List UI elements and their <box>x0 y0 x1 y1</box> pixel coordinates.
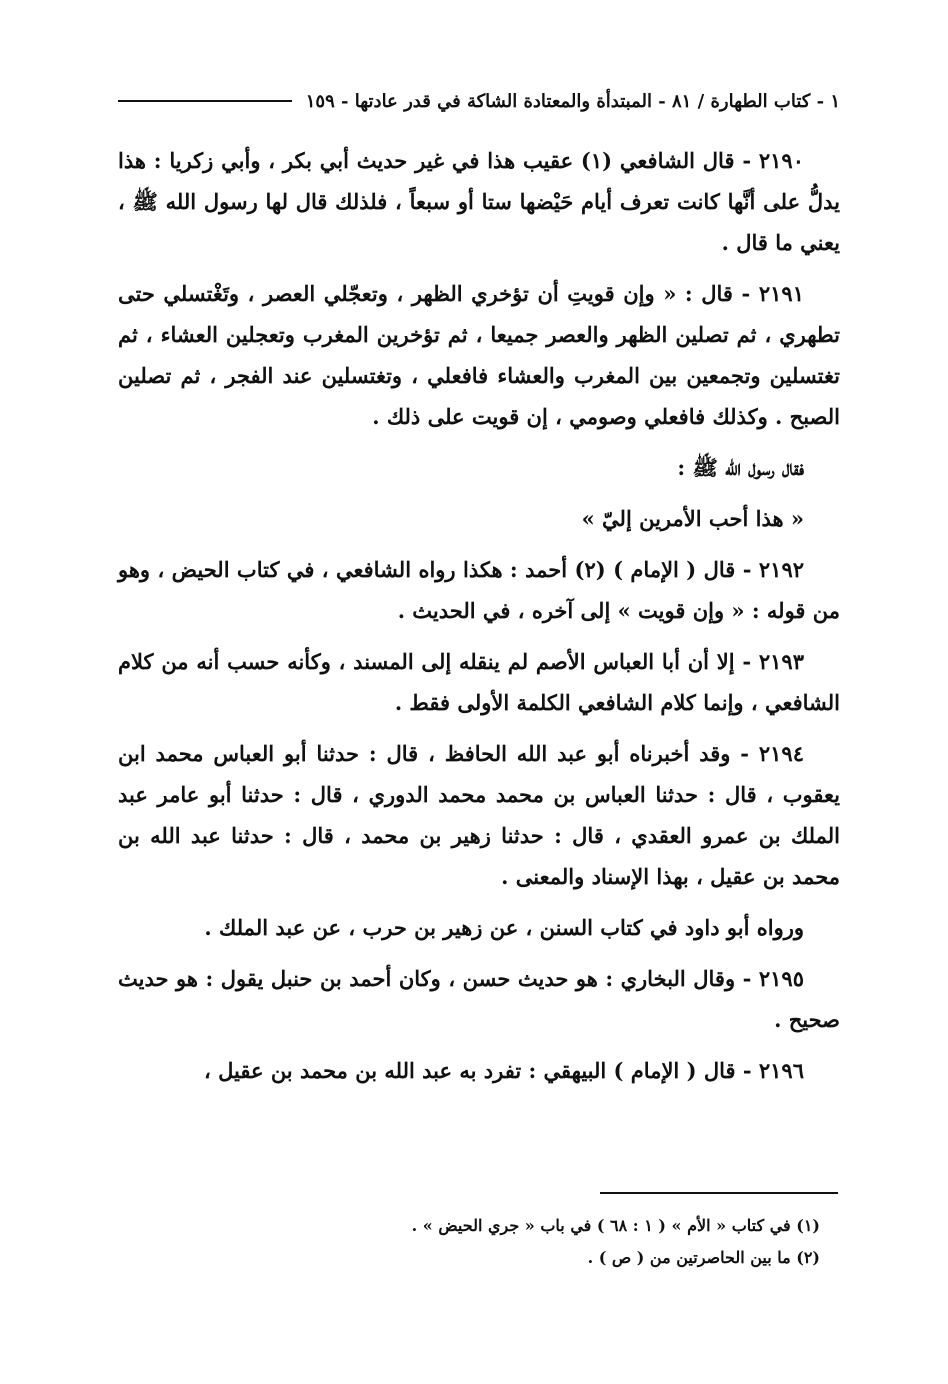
paragraph-2191 <box>118 273 840 437</box>
running-header <box>118 86 840 116</box>
header-title: ١ - كتاب الطهارة / ٨١ - المبتدأة والمعتادة الشاكة في قدر عادتها - ١٥٩ <box>305 90 840 112</box>
paragraph-number: ٢١٩٢ <box>758 557 805 582</box>
footnotes <box>200 1210 820 1274</box>
paragraph-number: ٢١٩٦ <box>758 1058 804 1083</box>
paragraph-text: - قال الشافعي (١) عقيب هذا في غير حديث أبي بكر ، وأبي زكريا : هذا يدلُّ على أنَّها كانت تعرف أيام حَيْضها ستا أو سبعاً ، فلذلك قال لها رسول الله ﷺ ، يعني ما قال . <box>118 148 840 255</box>
paragraph-number: ٢١٩٥ <box>758 966 804 991</box>
paragraph-text: فقال رسول الله ﷺ : <box>677 455 804 480</box>
paragraph-text: - قال ( الإمام ) (٢) أحمد : هكذا رواه الشافعي ، في كتاب الحيض ، وهو من قوله : « وإن قويت » إلى آخره ، في الحديث . <box>118 557 840 623</box>
paragraph-2192 <box>118 549 840 631</box>
footnote-divider <box>600 1192 838 1194</box>
paragraph-text: ورواه أبو داود في كتاب السنن ، عن زهير بن حرب ، عن عبد الملك . <box>204 915 804 940</box>
paragraph-text: - إلا أن أبا العباس الأصم لم ينقله إلى المسند ، وكأنه حسب أنه من كلام الشافعي ، وإنما كلام الشافعي الكلمة الأولى فقط . <box>118 649 840 715</box>
paragraph-text: - وقال البخاري : هو حديث حسن ، وكان أحمد بن حنبل يقول : هو حديث صحيح . <box>118 966 840 1032</box>
paragraph-text: - قال ( الإمام ) البيهقي : تفرد به عبد الله بن محمد بن عقيل ، <box>204 1058 759 1083</box>
paragraph-quote <box>118 498 840 539</box>
paragraph-2190 <box>118 140 840 263</box>
header-rule <box>118 100 292 102</box>
paragraph-number: ٢١٩١ <box>758 281 804 306</box>
paragraph-number: ٢١٩٠ <box>758 148 804 173</box>
paragraph-text: - وقد أخبرناه أبو عبد الله الحافظ ، قال : حدثنا أبو العباس محمد ابن يعقوب ، قال : حدثنا العباس بن محمد محمد الدوري ، قال : حدثنا أبو عامر عبد الملك بن عمرو العقدي ، قال : حدثنا زهير بن محمد ، قال : حدثنا عبد الله بن محمد بن عقيل ، بهذا الإسناد والمعنى . <box>118 741 840 889</box>
footnote-2: (٢) ما بين الحاصرتين من ( ص ) . <box>587 1248 820 1267</box>
paragraph-text: - قال : « وإن قويتِ أن تؤخري الظهر ، وتعجّلي العصر ، وتَغْتسلي حتى تطهري ، ثم تصلين الظهر والعصر جميعا ، ثم تؤخرين المغرب وتعجلين العشاء ، ثم تغتسلين وتجمعين بين المغرب والعشاء فافعلي ، وتغتسلين عند الفجر ، ثم تصلين الصبح . وكذلك فافعلي وصومي ، إن قويت على ذلك . <box>118 281 840 429</box>
paragraph-number: ٢١٩٤ <box>758 741 804 766</box>
main-text <box>118 140 840 1101</box>
paragraph-prophet-said <box>118 447 840 488</box>
paragraph-text: « هذا أحب الأمرين إليّ » <box>581 506 804 531</box>
paragraph-2193 <box>118 641 840 723</box>
paragraph-2196 <box>118 1050 840 1091</box>
paragraph-2195 <box>118 958 840 1040</box>
paragraph-number: ٢١٩٣ <box>758 649 804 674</box>
paragraph-abu-dawud <box>118 907 840 948</box>
paragraph-2194 <box>118 733 840 897</box>
footnote-1: (١) في كتاب « الأم » ( ١ : ٦٨ ) في باب « جري الحيض » . <box>411 1216 820 1235</box>
